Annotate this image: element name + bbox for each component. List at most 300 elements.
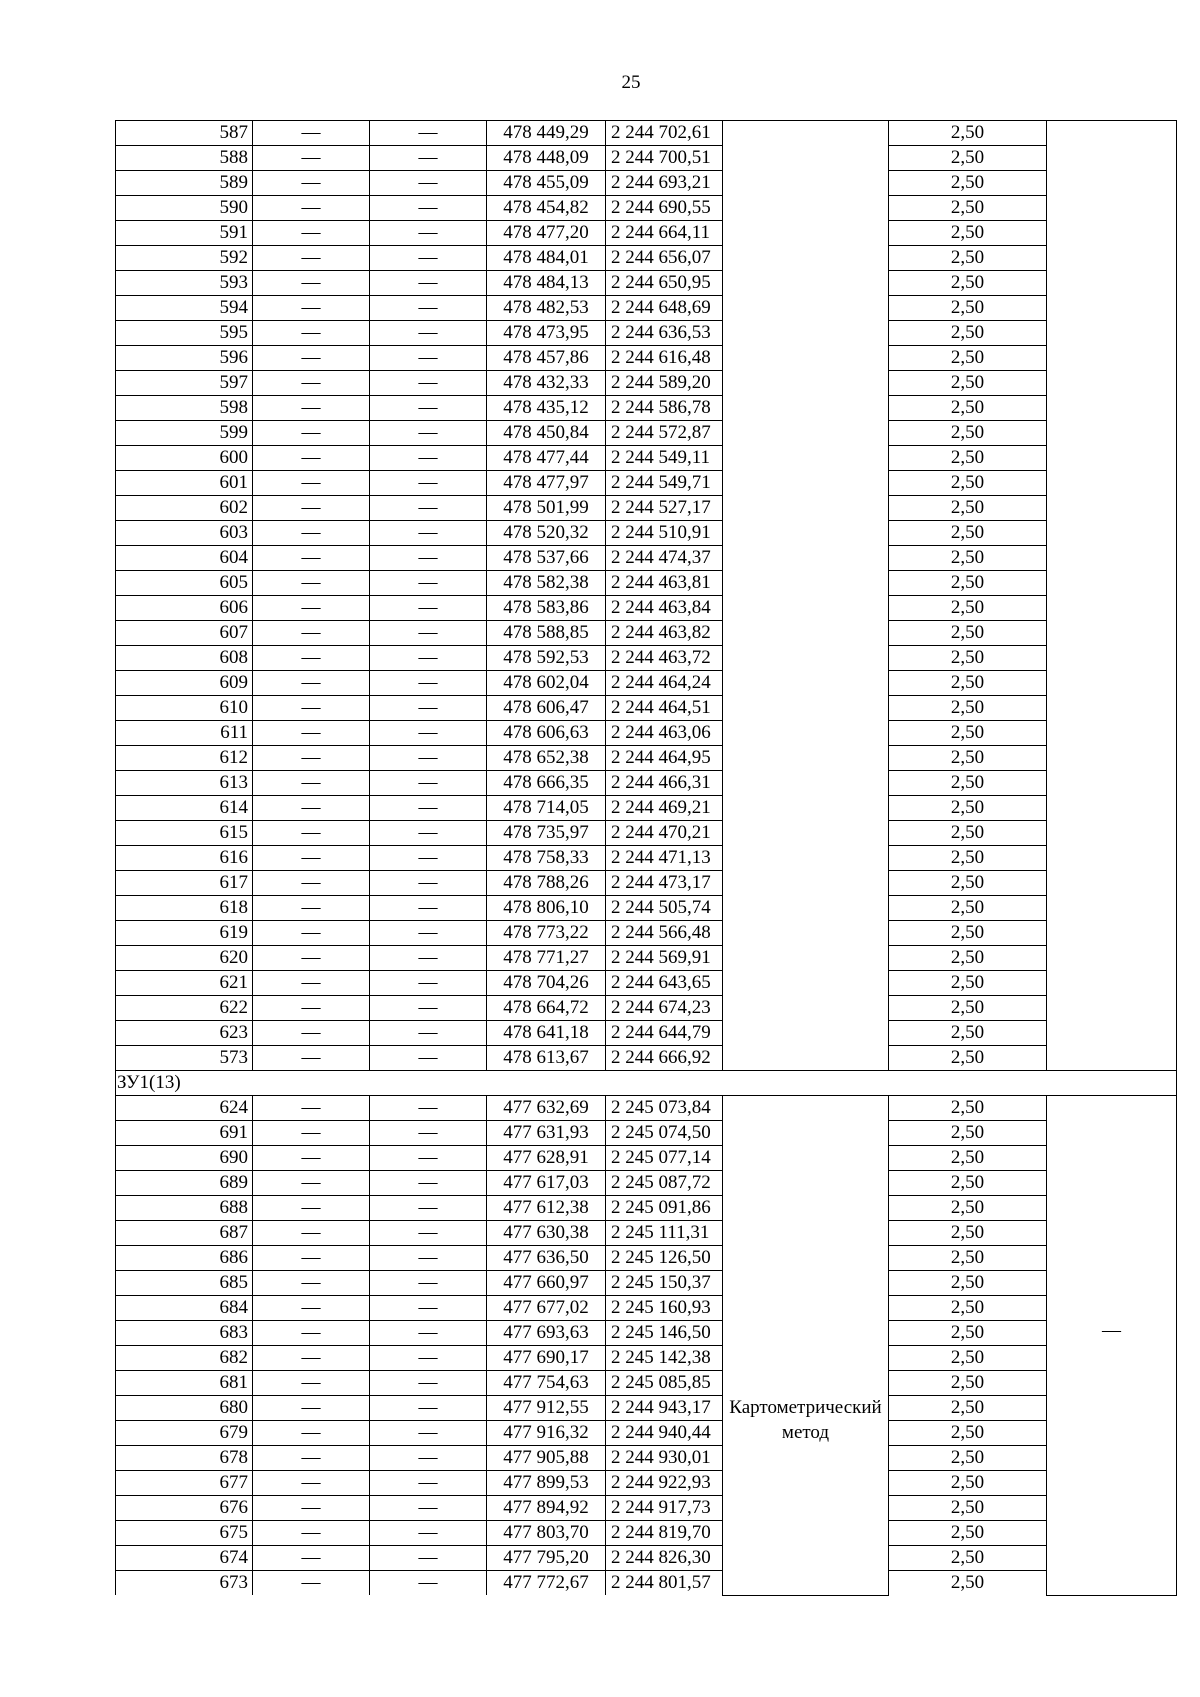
dash-cell: — [253, 396, 370, 421]
accuracy-cell: 2,50 [889, 421, 1047, 446]
dash-cell: — [370, 696, 487, 721]
table-row [116, 1396, 1177, 1421]
coordinate-y-cell: 2 244 549,11 [606, 446, 723, 471]
table-row [116, 996, 1177, 1021]
table-row [116, 1146, 1177, 1171]
coordinate-x-cell: 478 583,86 [487, 596, 606, 621]
table-row [116, 1446, 1177, 1471]
point-number-cell: 677 [116, 1471, 253, 1496]
point-number-cell: 596 [116, 346, 253, 371]
dash-cell: — [370, 921, 487, 946]
coordinate-y-cell: 2 244 549,71 [606, 471, 723, 496]
point-number-cell: 613 [116, 771, 253, 796]
dash-cell: — [370, 346, 487, 371]
dash-cell: — [370, 1571, 487, 1596]
coordinate-x-cell: 478 602,04 [487, 671, 606, 696]
dash-cell: — [253, 1396, 370, 1421]
table-row [116, 746, 1177, 771]
coordinate-y-cell: 2 244 527,17 [606, 496, 723, 521]
dash-cell: — [370, 121, 487, 146]
accuracy-cell: 2,50 [889, 1421, 1047, 1446]
point-number-cell: 675 [116, 1521, 253, 1546]
dash-cell: — [253, 621, 370, 646]
accuracy-cell: 2,50 [889, 446, 1047, 471]
accuracy-cell: 2,50 [889, 296, 1047, 321]
dash-cell: — [253, 1496, 370, 1521]
dash-cell: — [370, 571, 487, 596]
table-row [116, 1371, 1177, 1396]
coordinate-x-cell: 478 484,01 [487, 246, 606, 271]
point-number-cell: 685 [116, 1271, 253, 1296]
accuracy-cell: 2,50 [889, 1446, 1047, 1471]
dash-cell: — [370, 596, 487, 621]
coordinate-x-cell: 478 482,53 [487, 296, 606, 321]
dash-cell: — [253, 1471, 370, 1496]
dash-cell: — [253, 771, 370, 796]
dash-cell: — [370, 496, 487, 521]
point-number-cell: 605 [116, 571, 253, 596]
table-row [116, 321, 1177, 346]
dash-cell: — [370, 1521, 487, 1546]
dash-cell: — [253, 471, 370, 496]
dash-cell: — [253, 971, 370, 996]
dash-cell: — [253, 171, 370, 196]
table-row [116, 221, 1177, 246]
dash-cell: — [253, 821, 370, 846]
coordinate-x-cell: 478 435,12 [487, 396, 606, 421]
table-row [116, 871, 1177, 896]
coordinate-y-cell: 2 244 930,01 [606, 1446, 723, 1471]
coordinate-x-cell: 478 758,33 [487, 846, 606, 871]
accuracy-cell: 2,50 [889, 1396, 1047, 1421]
table-row [116, 1571, 1177, 1596]
coordinate-y-cell: 2 244 674,23 [606, 996, 723, 1021]
point-number-cell: 621 [116, 971, 253, 996]
table-row [116, 721, 1177, 746]
point-number-cell: 618 [116, 896, 253, 921]
coordinate-x-cell: 478 652,38 [487, 746, 606, 771]
dash-cell: — [253, 246, 370, 271]
table-row [116, 1496, 1177, 1521]
coordinate-x-cell: 478 457,86 [487, 346, 606, 371]
dash-cell: — [253, 346, 370, 371]
dash-cell: — [370, 396, 487, 421]
accuracy-cell: 2,50 [889, 196, 1047, 221]
coordinate-y-cell: 2 244 463,84 [606, 596, 723, 621]
accuracy-cell: 2,50 [889, 171, 1047, 196]
accuracy-cell: 2,50 [889, 496, 1047, 521]
coordinate-y-cell: 2 244 656,07 [606, 246, 723, 271]
coordinate-x-cell: 478 449,29 [487, 121, 606, 146]
dash-cell: — [253, 1421, 370, 1446]
coordinate-y-cell: 2 244 636,53 [606, 321, 723, 346]
dash-cell: — [253, 1246, 370, 1271]
point-number-cell: 684 [116, 1296, 253, 1321]
coordinate-x-cell: 478 806,10 [487, 896, 606, 921]
accuracy-cell: 2,50 [889, 1271, 1047, 1296]
dash-cell: — [253, 646, 370, 671]
table-row [116, 1096, 1177, 1121]
accuracy-cell: 2,50 [889, 1046, 1047, 1071]
dash-cell: — [253, 1096, 370, 1121]
dash-cell: — [253, 121, 370, 146]
coordinate-y-cell: 2 244 510,91 [606, 521, 723, 546]
dash-cell: — [370, 821, 487, 846]
accuracy-cell: 2,50 [889, 346, 1047, 371]
table-row [116, 146, 1177, 171]
coordinate-x-cell: 478 771,27 [487, 946, 606, 971]
point-number-cell: 594 [116, 296, 253, 321]
coordinate-x-cell: 478 582,38 [487, 571, 606, 596]
accuracy-cell: 2,50 [889, 1146, 1047, 1171]
dash-cell: — [253, 571, 370, 596]
coordinate-x-cell: 477 912,55 [487, 1396, 606, 1421]
dash-cell: — [253, 1171, 370, 1196]
dash-cell: — [370, 471, 487, 496]
coordinate-x-cell: 478 664,72 [487, 996, 606, 1021]
accuracy-cell: 2,50 [889, 921, 1047, 946]
table-row [116, 296, 1177, 321]
coordinate-y-cell: 2 245 160,93 [606, 1296, 723, 1321]
dash-cell: — [253, 671, 370, 696]
table-row [116, 921, 1177, 946]
method-cell-empty [723, 121, 889, 1071]
dash-cell: — [370, 871, 487, 896]
coordinate-y-cell: 2 244 463,06 [606, 721, 723, 746]
table-row [116, 1546, 1177, 1571]
accuracy-cell: 2,50 [889, 846, 1047, 871]
coordinate-x-cell: 477 690,17 [487, 1346, 606, 1371]
table-row [116, 471, 1177, 496]
table-row [116, 846, 1177, 871]
coordinate-y-cell: 2 244 471,13 [606, 846, 723, 871]
coordinate-y-cell: 2 244 644,79 [606, 1021, 723, 1046]
accuracy-cell: 2,50 [889, 396, 1047, 421]
dash-cell: — [253, 296, 370, 321]
dash-cell: — [370, 746, 487, 771]
dash-cell: — [253, 1271, 370, 1296]
dash-cell: — [370, 796, 487, 821]
accuracy-cell: 2,50 [889, 796, 1047, 821]
table-row [116, 496, 1177, 521]
dash-cell: — [253, 521, 370, 546]
point-number-cell: 590 [116, 196, 253, 221]
coordinate-y-cell: 2 245 150,37 [606, 1271, 723, 1296]
point-number-cell: 619 [116, 921, 253, 946]
table-row [116, 1196, 1177, 1221]
dash-cell: — [370, 1471, 487, 1496]
dash-cell: — [253, 446, 370, 471]
coordinate-y-cell: 2 244 572,87 [606, 421, 723, 446]
table-row [116, 271, 1177, 296]
point-number-cell: 615 [116, 821, 253, 846]
coordinate-y-cell: 2 245 085,85 [606, 1371, 723, 1396]
dash-cell: — [370, 671, 487, 696]
coordinate-y-cell: 2 244 464,95 [606, 746, 723, 771]
table-row [116, 946, 1177, 971]
dash-cell: — [370, 1546, 487, 1571]
point-number-cell: 589 [116, 171, 253, 196]
table-row [116, 171, 1177, 196]
accuracy-cell: 2,50 [889, 1571, 1047, 1596]
coordinate-y-cell: 2 244 700,51 [606, 146, 723, 171]
table-row [116, 646, 1177, 671]
accuracy-cell: 2,50 [889, 746, 1047, 771]
dash-cell: — [253, 371, 370, 396]
accuracy-cell: 2,50 [889, 646, 1047, 671]
dash-cell: — [253, 1371, 370, 1396]
coordinate-x-cell: 477 617,03 [487, 1171, 606, 1196]
coordinate-x-cell: 477 636,50 [487, 1246, 606, 1271]
dash-cell: — [253, 496, 370, 521]
coordinate-y-cell: 2 244 463,81 [606, 571, 723, 596]
accuracy-cell: 2,50 [889, 1471, 1047, 1496]
coordinate-y-cell: 2 244 693,21 [606, 171, 723, 196]
accuracy-cell: 2,50 [889, 1296, 1047, 1321]
table-row [116, 821, 1177, 846]
accuracy-cell: 2,50 [889, 1246, 1047, 1271]
dash-cell: — [370, 1046, 487, 1071]
table-row [116, 596, 1177, 621]
accuracy-cell: 2,50 [889, 1121, 1047, 1146]
point-number-cell: 681 [116, 1371, 253, 1396]
point-number-cell: 602 [116, 496, 253, 521]
coordinate-y-cell: 2 244 463,82 [606, 621, 723, 646]
accuracy-cell: 2,50 [889, 771, 1047, 796]
accuracy-cell: 2,50 [889, 1371, 1047, 1396]
dash-cell: — [253, 1196, 370, 1221]
dash-cell: — [253, 746, 370, 771]
accuracy-cell: 2,50 [889, 821, 1047, 846]
coordinate-x-cell: 478 666,35 [487, 771, 606, 796]
coordinate-x-cell: 477 916,32 [487, 1421, 606, 1446]
coordinates-table [115, 120, 1177, 1596]
coordinate-x-cell: 478 484,13 [487, 271, 606, 296]
coordinate-y-cell: 2 244 464,51 [606, 696, 723, 721]
table-row [116, 1171, 1177, 1196]
dash-cell: — [370, 271, 487, 296]
table-row [116, 371, 1177, 396]
dash-cell: — [253, 1346, 370, 1371]
coordinate-x-cell: 478 537,66 [487, 546, 606, 571]
coordinate-x-cell: 478 714,05 [487, 796, 606, 821]
point-number-cell: 600 [116, 446, 253, 471]
dash-cell: — [370, 771, 487, 796]
table-row [116, 1321, 1177, 1346]
dash-cell: — [370, 1321, 487, 1346]
dash-cell: — [253, 796, 370, 821]
point-number-cell: 683 [116, 1321, 253, 1346]
coordinate-y-cell: 2 244 470,21 [606, 821, 723, 846]
coordinate-y-cell: 2 244 464,24 [606, 671, 723, 696]
dash-cell: — [370, 946, 487, 971]
dash-cell: — [253, 996, 370, 1021]
coordinate-y-cell: 2 245 126,50 [606, 1246, 723, 1271]
accuracy-cell: 2,50 [889, 246, 1047, 271]
dash-cell: — [370, 1371, 487, 1396]
dash-cell: — [253, 421, 370, 446]
point-number-cell: 676 [116, 1496, 253, 1521]
accuracy-cell: 2,50 [889, 1521, 1047, 1546]
dash-cell: — [370, 246, 487, 271]
coordinate-y-cell: 2 244 469,21 [606, 796, 723, 821]
point-number-cell: 599 [116, 421, 253, 446]
point-number-cell: 610 [116, 696, 253, 721]
dash-cell: — [253, 1321, 370, 1346]
dash-cell: — [253, 271, 370, 296]
coordinate-y-cell: 2 244 566,48 [606, 921, 723, 946]
table-row [116, 621, 1177, 646]
dash-cell: — [370, 521, 487, 546]
dash-cell: — [370, 1421, 487, 1446]
point-number-cell: 623 [116, 1021, 253, 1046]
coordinate-x-cell: 478 704,26 [487, 971, 606, 996]
coordinate-y-cell: 2 245 073,84 [606, 1096, 723, 1121]
section-label: ЗУ1(13) [116, 1071, 1177, 1096]
table-row [116, 396, 1177, 421]
point-number-cell: 609 [116, 671, 253, 696]
dash-cell: — [253, 321, 370, 346]
point-number-cell: 622 [116, 996, 253, 1021]
accuracy-cell: 2,50 [889, 946, 1047, 971]
point-number-cell: 591 [116, 221, 253, 246]
coordinate-y-cell: 2 244 666,92 [606, 1046, 723, 1071]
dash-cell: — [370, 1346, 487, 1371]
table-row [116, 1246, 1177, 1271]
coordinate-x-cell: 477 894,92 [487, 1496, 606, 1521]
table-row [116, 1021, 1177, 1046]
coordinate-y-cell: 2 245 091,86 [606, 1196, 723, 1221]
accuracy-cell: 2,50 [889, 1096, 1047, 1121]
coordinate-y-cell: 2 244 826,30 [606, 1546, 723, 1571]
coordinate-x-cell: 477 772,67 [487, 1571, 606, 1596]
dash-cell: — [370, 896, 487, 921]
coordinate-y-cell: 2 244 648,69 [606, 296, 723, 321]
coordinate-x-cell: 478 455,09 [487, 171, 606, 196]
accuracy-cell: 2,50 [889, 1021, 1047, 1046]
dash-cell: — [253, 1221, 370, 1246]
accuracy-cell: 2,50 [889, 471, 1047, 496]
point-number-cell: 624 [116, 1096, 253, 1121]
coordinate-x-cell: 478 735,97 [487, 821, 606, 846]
accuracy-cell: 2,50 [889, 1321, 1047, 1346]
table-row [116, 446, 1177, 471]
coordinate-x-cell: 478 477,97 [487, 471, 606, 496]
coordinate-x-cell: 478 592,53 [487, 646, 606, 671]
point-number-cell: 595 [116, 321, 253, 346]
accuracy-cell: 2,50 [889, 1346, 1047, 1371]
point-number-cell: 616 [116, 846, 253, 871]
coordinate-y-cell: 2 244 589,20 [606, 371, 723, 396]
dash-cell: — [370, 1096, 487, 1121]
dash-cell: — [253, 1021, 370, 1046]
dash-cell: — [370, 1121, 487, 1146]
dash-cell: — [253, 846, 370, 871]
accuracy-cell: 2,50 [889, 696, 1047, 721]
dash-cell: — [370, 546, 487, 571]
coordinate-y-cell: 2 244 466,31 [606, 771, 723, 796]
point-number-cell: 608 [116, 646, 253, 671]
last-column-dash: — [1047, 1096, 1177, 1596]
coordinate-y-cell: 2 244 473,17 [606, 871, 723, 896]
table-row [116, 1346, 1177, 1371]
table-row [116, 346, 1177, 371]
point-number-cell: 612 [116, 746, 253, 771]
point-number-cell: 617 [116, 871, 253, 896]
coordinate-y-cell: 2 244 917,73 [606, 1496, 723, 1521]
section-header-row [116, 1071, 1177, 1096]
coordinate-x-cell: 478 773,22 [487, 921, 606, 946]
dash-cell: — [370, 1271, 487, 1296]
point-number-cell: 682 [116, 1346, 253, 1371]
coordinate-y-cell: 2 244 586,78 [606, 396, 723, 421]
dash-cell: — [370, 446, 487, 471]
coordinate-x-cell: 478 588,85 [487, 621, 606, 646]
accuracy-cell: 2,50 [889, 721, 1047, 746]
coordinate-x-cell: 477 905,88 [487, 1446, 606, 1471]
coordinate-x-cell: 478 501,99 [487, 496, 606, 521]
dash-cell: — [253, 1121, 370, 1146]
table-row [116, 1471, 1177, 1496]
coordinate-x-cell: 477 899,53 [487, 1471, 606, 1496]
dash-cell: — [370, 721, 487, 746]
table-row [116, 546, 1177, 571]
coordinate-x-cell: 478 613,67 [487, 1046, 606, 1071]
table-row [116, 771, 1177, 796]
point-number-cell: 688 [116, 1196, 253, 1221]
coordinate-x-cell: 477 632,69 [487, 1096, 606, 1121]
coordinate-x-cell: 477 677,02 [487, 1296, 606, 1321]
coordinate-y-cell: 2 244 463,72 [606, 646, 723, 671]
dash-cell: — [370, 1246, 487, 1271]
point-number-cell: 691 [116, 1121, 253, 1146]
table-row [116, 1296, 1177, 1321]
accuracy-cell: 2,50 [889, 1221, 1047, 1246]
dash-cell: — [253, 1521, 370, 1546]
coordinate-x-cell: 477 660,97 [487, 1271, 606, 1296]
dash-cell: — [370, 1221, 487, 1246]
point-number-cell: 597 [116, 371, 253, 396]
accuracy-cell: 2,50 [889, 221, 1047, 246]
point-number-cell: 678 [116, 1446, 253, 1471]
dash-cell: — [253, 1446, 370, 1471]
coordinate-x-cell: 477 631,93 [487, 1121, 606, 1146]
dash-cell: — [370, 621, 487, 646]
point-number-cell: 593 [116, 271, 253, 296]
accuracy-cell: 2,50 [889, 1496, 1047, 1521]
accuracy-cell: 2,50 [889, 146, 1047, 171]
dash-cell: — [253, 1571, 370, 1596]
coordinate-y-cell: 2 245 087,72 [606, 1171, 723, 1196]
accuracy-cell: 2,50 [889, 321, 1047, 346]
point-number-cell: 592 [116, 246, 253, 271]
coordinate-y-cell: 2 244 664,11 [606, 221, 723, 246]
point-number-cell: 573 [116, 1046, 253, 1071]
coordinate-x-cell: 478 520,32 [487, 521, 606, 546]
dash-cell: — [370, 971, 487, 996]
accuracy-cell: 2,50 [889, 996, 1047, 1021]
dash-cell: — [370, 846, 487, 871]
coordinate-y-cell: 2 245 111,31 [606, 1221, 723, 1246]
dash-cell: — [253, 896, 370, 921]
dash-cell: — [253, 546, 370, 571]
coordinate-x-cell: 477 803,70 [487, 1521, 606, 1546]
dash-cell: — [253, 946, 370, 971]
dash-cell: — [370, 371, 487, 396]
dash-cell: — [253, 221, 370, 246]
point-number-cell: 614 [116, 796, 253, 821]
table-row [116, 1121, 1177, 1146]
